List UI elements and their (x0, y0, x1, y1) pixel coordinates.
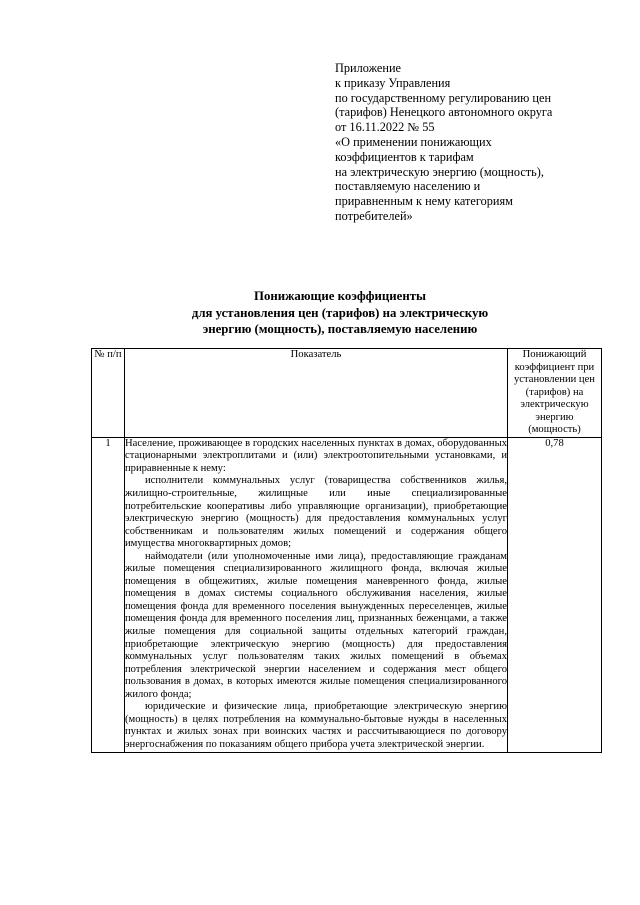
coefficients-table (91, 348, 602, 753)
indicator-paragraph: юридические и физические лица, приобретающие электрическую энергию (мощность) в целях потребления на коммунально-бытовые нужды в населенных пунктах и жилых зонах при воинских частях и рассчитывающиеся по договору энергоснабжения по показаниям общего прибора учета электрической энергии. (125, 701, 507, 750)
document-title (0, 288, 640, 338)
title-line: Понижающие коэффициенты (254, 289, 426, 303)
appendix-line: к приказу Управления (335, 75, 451, 90)
indicator-paragraph: Население, проживающее в городских населенных пунктах в домах, оборудованных стационарными электроплитами и (или) электроотопительными установками, и приравненные к нему: (125, 437, 507, 474)
appendix-line: от 16.11.2022 № 55 (335, 120, 435, 135)
table-row (92, 437, 602, 752)
indicator-paragraph: наймодатели (или уполномоченные ими лица), предоставляющие гражданам жилые помещения специализированного жилищного фонда, включая жилые помещения в общежитиях, жилые помещения маневренного фонда, жилые помещения в домах системы социального обслуживания населения, жилые помещения фонда для временного поселения вынужденных переселенцев, жилые помещения фонда для временного поселения лиц, признанных беженцами, а также жилые помещения для социальной защиты отдельных категорий граждан, приобретающие электрическую энергию (мощность) для предоставления коммунальных услуг пользователям таких жилых помещений в объемах потребления электрической энергии населением и содержания мест общего пользования в домах, в которых имеются жилые помещения специализированного жилого фонда; (125, 550, 507, 700)
appendix-line: «О применении понижающих (335, 134, 492, 149)
appendix-line: (тарифов) Ненецкого автономного округа (335, 105, 553, 120)
indicator-paragraph: исполнители коммунальных услуг (товарищества собственников жилья, жилищно-строительные, жилищные или иные специализированные потребительские кооперативы либо управляющие организации), приобретающие электрическую энергию (мощность) для предоставления коммунальных услуг собственникам и пользователям жилых помещений и содержания общего имущества многоквартирных домов; (125, 475, 507, 550)
appendix-line: по государственному регулированию цен (335, 90, 552, 105)
title-line: для установления цен (тарифов) на электрическую (191, 305, 489, 320)
appendix-block (335, 61, 625, 224)
appendix-line: приравненным к нему категориям (335, 194, 513, 209)
row-num: 1 (92, 437, 125, 752)
appendix-line: на электрическую энергию (мощность), (335, 164, 544, 179)
appendix-line: Приложение (335, 61, 401, 75)
header-coefficient: Понижающий коэффициент при установлении цен (тарифов) на электрическую энергию (мощность) (508, 349, 602, 438)
header-indicator: Показатель (125, 349, 508, 438)
appendix-line: поставляемую населению и (335, 179, 481, 194)
header-num: № п/п (92, 349, 125, 438)
appendix-line: потребителей» (335, 208, 413, 223)
row-indicator (125, 437, 508, 752)
row-coefficient: 0,78 (508, 437, 602, 752)
title-line: энергию (мощность), поставляемую населению (202, 322, 478, 336)
appendix-line: коэффициентов к тарифам (335, 149, 474, 164)
table-header-row (92, 349, 602, 438)
